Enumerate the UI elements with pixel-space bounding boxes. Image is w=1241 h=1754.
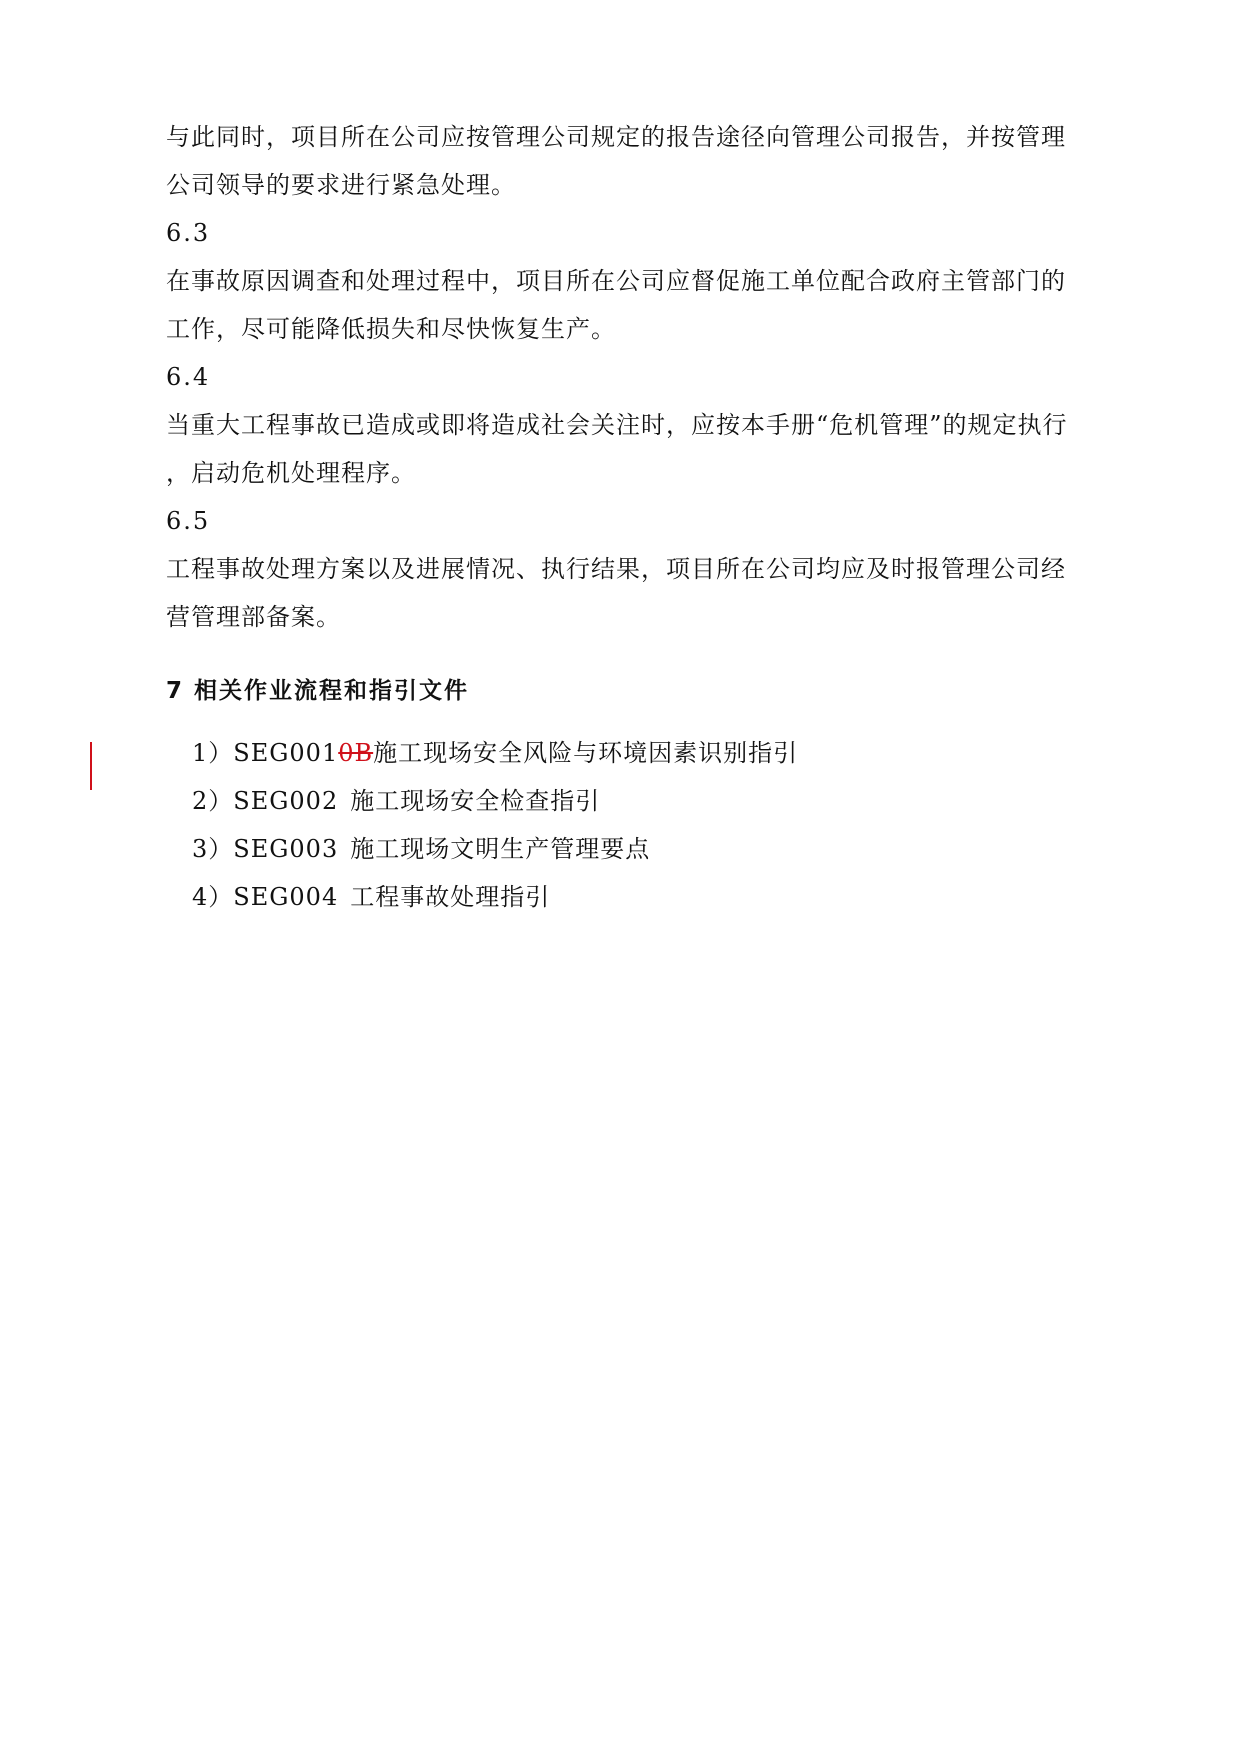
section-title: 相关作业流程和指引文件 bbox=[194, 678, 470, 704]
paragraph-line: 工作，尽可能降低损失和尽快恢复生产。 bbox=[166, 315, 616, 343]
paragraph-line: 在事故原因调查和处理过程中，项目所在公司应督促施工单位配合政府主管部门的 bbox=[166, 267, 1066, 295]
paragraph-line: ，启动危机处理程序。 bbox=[166, 459, 416, 487]
paragraph-line: 公司领导的要求进行紧急处理。 bbox=[166, 171, 516, 199]
list-item bbox=[192, 825, 1076, 873]
list-item-index: 3） bbox=[192, 835, 234, 863]
paragraph-line: 营管理部备案。 bbox=[166, 603, 341, 631]
clause-number: 6.5 bbox=[166, 507, 211, 535]
clause-number: 6.3 bbox=[166, 219, 211, 247]
clause-number: 6.4 bbox=[166, 363, 211, 391]
document-title: 施工现场文明生产管理要点 bbox=[350, 835, 651, 863]
document-title: 工程事故处理指引 bbox=[350, 883, 551, 911]
document-code: SEG001 bbox=[233, 739, 339, 767]
reference-list bbox=[166, 729, 1076, 921]
list-item bbox=[192, 729, 1076, 777]
paragraph-line: 工程事故处理方案以及进展情况、执行结果，项目所在公司均应及时报管理公司经 bbox=[166, 555, 1066, 583]
section-number: 7 bbox=[166, 678, 185, 704]
deleted-revision-text: 0B bbox=[338, 739, 374, 767]
document-title: 施工现场安全风险与环境因素识别指引 bbox=[373, 739, 799, 767]
section-heading bbox=[166, 667, 1076, 715]
paragraph-line: 与此同时，项目所在公司应按管理公司规定的报告途径向管理公司报告，并按管理 bbox=[166, 123, 1066, 151]
document-body bbox=[166, 113, 1076, 921]
list-item bbox=[192, 873, 1076, 921]
revision-change-bar bbox=[90, 742, 92, 790]
list-item-index: 4） bbox=[192, 883, 234, 911]
document-title: 施工现场安全检查指引 bbox=[350, 787, 601, 815]
document-code: SEG002 bbox=[233, 787, 339, 815]
document-code: SEG003 bbox=[233, 835, 339, 863]
list-item-index: 2） bbox=[192, 787, 234, 815]
list-item-index: 1） bbox=[192, 739, 234, 767]
paragraph-line: 当重大工程事故已造成或即将造成社会关注时，应按本手册“危机管理”的规定执行 bbox=[166, 411, 1068, 439]
list-item bbox=[192, 777, 1076, 825]
document-code: SEG004 bbox=[233, 883, 339, 911]
